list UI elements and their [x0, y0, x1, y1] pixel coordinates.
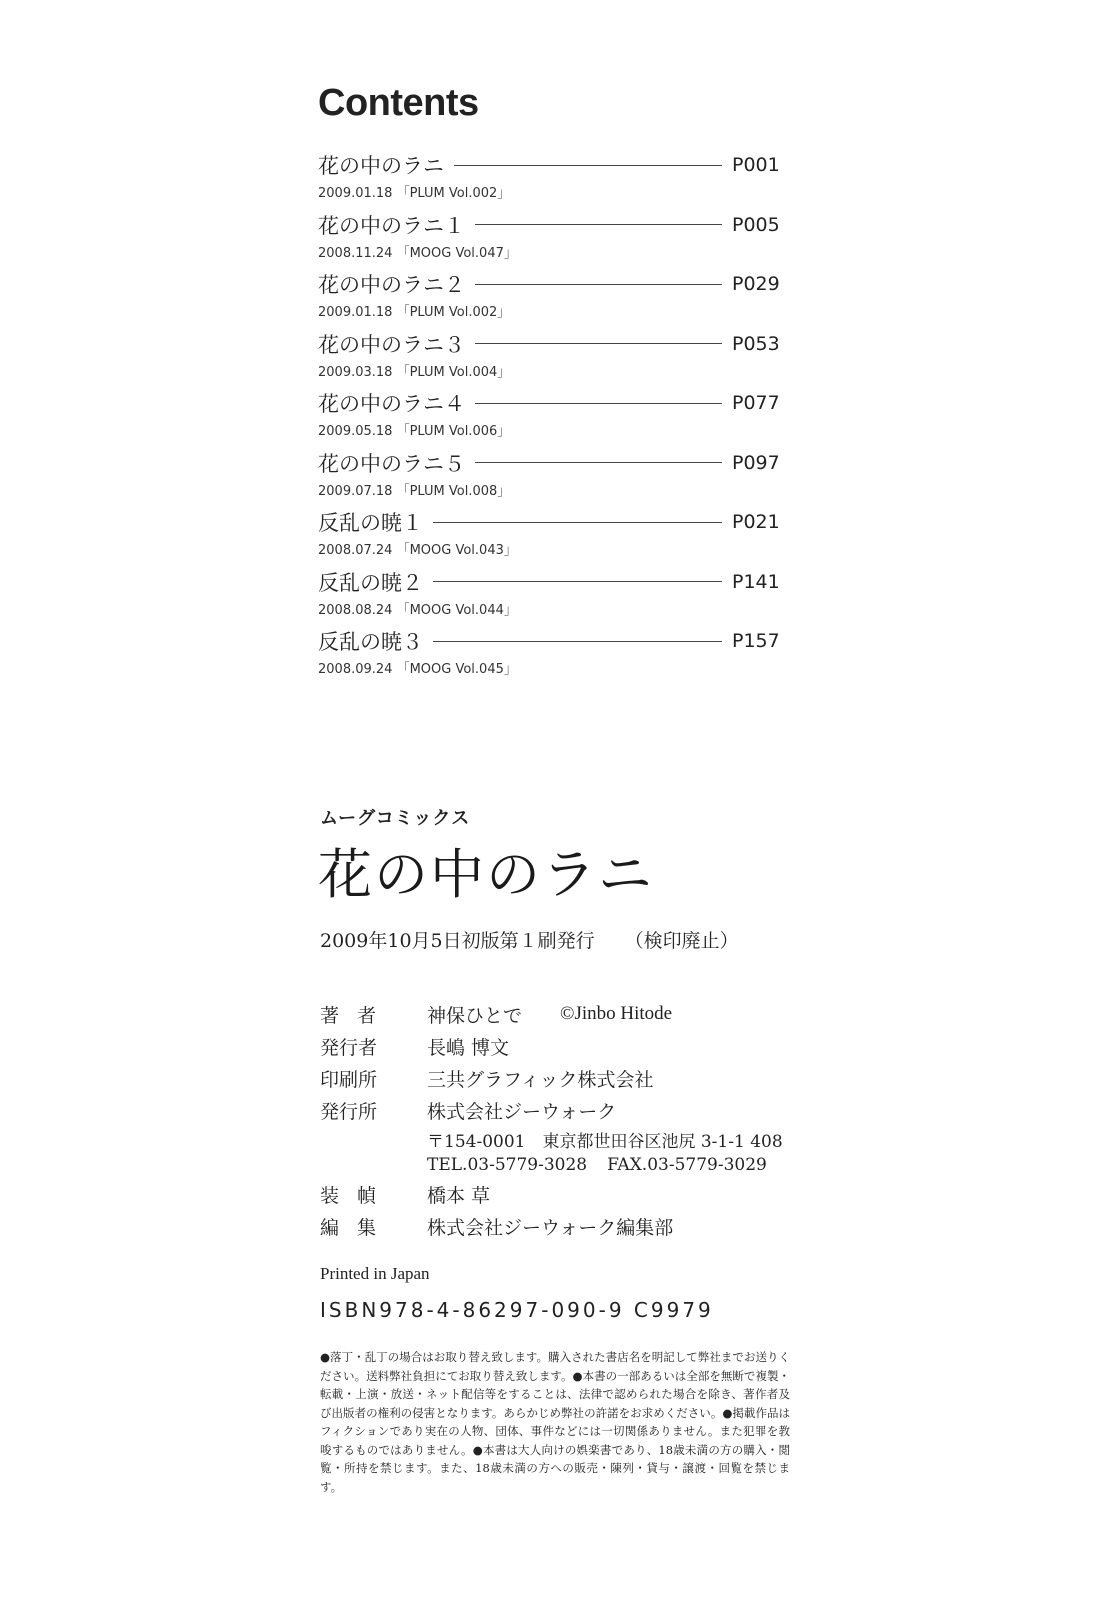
- toc-leader-line: [475, 343, 722, 344]
- book-title: 花の中のラニ: [318, 843, 654, 906]
- toc-entry-magazine: 「PLUM Vol.002」: [396, 305, 511, 320]
- publisher-name: 株式会社ジーウォーク: [427, 1100, 617, 1123]
- toc-leader-line: [475, 284, 722, 285]
- toc-entry-source: [318, 480, 788, 499]
- toc-entry-page: P157: [732, 630, 780, 652]
- toc-entry-date: 2008.09.24: [318, 662, 393, 677]
- toc-entry-date: 2009.03.18: [318, 364, 393, 380]
- publisher-tel: TEL.03-5779-3028: [427, 1155, 588, 1175]
- contents-heading: Contents: [318, 82, 479, 124]
- printer-row: [320, 1062, 840, 1094]
- publisher-person-label: 発行者: [320, 1036, 378, 1059]
- toc-entry-page: P077: [732, 392, 780, 414]
- toc-entry-date: 2009.01.18: [318, 305, 393, 320]
- toc-leader-line: [433, 581, 722, 582]
- toc-entry-title: 花の中のラニ２: [318, 273, 465, 297]
- editor-name: 株式会社ジーウォーク編集部: [427, 1216, 674, 1239]
- toc-entry-title: 花の中のラニ１: [318, 213, 465, 238]
- isbn-code: ISBN978-4-86297-090-9 C9979: [320, 1298, 714, 1322]
- toc-entry: [318, 269, 788, 329]
- toc-leader-line: [475, 462, 722, 463]
- publisher-address: 〒154-0001 東京都世田谷区池尻 3-1-1 408: [427, 1131, 783, 1152]
- toc-entry: [318, 210, 788, 270]
- toc-entry: [318, 448, 788, 508]
- designer-name: 橋本 草: [427, 1184, 491, 1207]
- toc-leader-line: [475, 403, 722, 404]
- toc-entry-source: [318, 301, 788, 320]
- editor-label: 編集: [320, 1216, 395, 1239]
- toc-entry-magazine: 「MOOG Vol.047」: [396, 245, 517, 261]
- edition-line: [320, 926, 739, 953]
- publisher-label: 発行所: [320, 1100, 378, 1123]
- toc-entry-source: [318, 242, 788, 261]
- toc-entry-date: 2008.08.24: [318, 602, 393, 618]
- table-of-contents: [318, 150, 788, 686]
- toc-entry-page: P097: [732, 451, 780, 474]
- printer-name: 三共グラフィック株式会社: [427, 1068, 654, 1091]
- legal-notice: ●落丁・乱丁の場合はお取り替え致します。購入された書店名を明記して弊社までお送りください。送料弊社負担にてお取り替え致します。●本書の一部あるいは全部を無断で複製・転載・上演・放送・ネット配信等をすることは、法律で認められた場合を除き、著作者及び出版者の権利の侵害となります。あらかじめ弊社の許諾をお求めください。●掲載作品はフィクションであり実在の人物、団体、事件などには一切関係ありません。また犯罪を教唆するものではありません。●本書は大人向けの娯楽書であり、18歳未満の方の購入・閲覧・所持を禁じます。また、18歳未満の方への販売・陳列・貸与・譲渡・回覧を禁じます。: [320, 1350, 790, 1494]
- edition-date: 2009年10月5日初版第１刷発行: [320, 930, 595, 952]
- toc-entry-page: P141: [732, 570, 780, 593]
- toc-entry-title: 花の中のラニ: [318, 154, 444, 178]
- toc-entry-magazine: 「PLUM Vol.006」: [396, 424, 511, 439]
- toc-entry: [318, 567, 788, 627]
- publisher-contact: [320, 1152, 840, 1178]
- printer-label: 印刷所: [320, 1068, 378, 1091]
- toc-entry-source: [318, 182, 788, 201]
- series-name: ムーグコミックス: [320, 808, 471, 829]
- toc-entry-date: 2008.11.24: [318, 245, 393, 261]
- editor-row: [320, 1210, 840, 1242]
- toc-entry-title: 反乱の暁１: [318, 511, 423, 535]
- toc-entry-date: 2009.05.18: [318, 424, 393, 439]
- design-label: 装幀: [320, 1184, 395, 1207]
- colophon-credits: [320, 998, 840, 1242]
- toc-entry-page: P005: [732, 213, 780, 236]
- toc-entry-magazine: 「MOOG Vol.044」: [396, 602, 517, 618]
- design-row: [320, 1178, 840, 1210]
- toc-entry-page: P029: [732, 273, 780, 295]
- copyright-notice: ©Jinbo Hitode: [560, 1003, 673, 1024]
- publisher-fax: FAX.03-5779-3029: [607, 1155, 767, 1175]
- toc-leader-line: [475, 224, 722, 225]
- publisher-person-row: [320, 1030, 840, 1062]
- toc-entry-source: [318, 539, 788, 558]
- toc-entry: [318, 626, 788, 686]
- toc-entry-magazine: 「MOOG Vol.043」: [396, 543, 517, 558]
- toc-entry-magazine: 「MOOG Vol.045」: [396, 662, 517, 677]
- publisher-row: [320, 1094, 840, 1126]
- toc-entry-page: P021: [732, 511, 780, 533]
- toc-leader-line: [433, 522, 722, 523]
- author-label: 著者: [320, 1004, 395, 1027]
- toc-entry-magazine: 「PLUM Vol.002」: [396, 186, 511, 201]
- publisher-person-name: 長嶋 博文: [427, 1036, 510, 1059]
- stamp-note: （検印廃止）: [624, 930, 739, 952]
- printed-in-japan: Printed in Japan: [320, 1264, 430, 1283]
- toc-entry: [318, 507, 788, 567]
- toc-entry-source: [318, 361, 788, 380]
- author-name: 神保ひとで: [427, 1004, 523, 1027]
- toc-leader-line: [433, 641, 722, 642]
- toc-entry-title: 反乱の暁２: [318, 570, 423, 595]
- toc-entry-magazine: 「PLUM Vol.008」: [396, 483, 511, 499]
- toc-entry: [318, 388, 788, 448]
- toc-entry-magazine: 「PLUM Vol.004」: [396, 364, 511, 380]
- toc-entry-source: [318, 420, 788, 439]
- toc-entry: [318, 150, 788, 210]
- toc-entry-date: 2009.07.18: [318, 483, 393, 499]
- toc-entry-title: 花の中のラニ４: [318, 392, 465, 416]
- toc-entry-date: 2008.07.24: [318, 543, 393, 558]
- toc-entry-source: [318, 658, 788, 677]
- toc-entry: [318, 329, 788, 389]
- toc-leader-line: [454, 165, 722, 166]
- toc-entry-page: P053: [732, 332, 780, 355]
- author-row: [320, 998, 840, 1030]
- toc-entry-date: 2009.01.18: [318, 186, 393, 201]
- toc-entry-source: [318, 599, 788, 618]
- toc-entry-page: P001: [732, 154, 780, 176]
- toc-entry-title: 花の中のラニ５: [318, 451, 465, 476]
- toc-entry-title: 花の中のラニ３: [318, 332, 465, 357]
- toc-entry-title: 反乱の暁３: [318, 630, 423, 654]
